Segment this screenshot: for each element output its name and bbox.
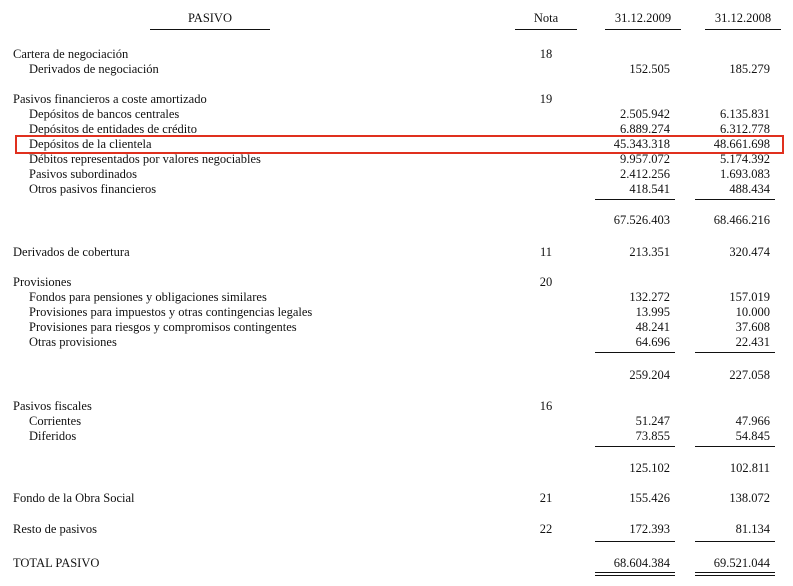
row-value-2008: 5.174.392	[720, 152, 770, 166]
row-label: Débitos representados por valores negociables	[29, 152, 261, 166]
total-value-2009: 68.604.384	[613, 556, 670, 570]
row-value-2008: 48.661.698	[713, 137, 770, 151]
subtotal-2008: 227.058	[729, 368, 770, 382]
subtotal-2008: 102.811	[729, 461, 770, 475]
section-title-pasivos-fiscales: Pasivos fiscales	[13, 399, 92, 413]
row-value-2009: 45.343.318	[613, 137, 670, 151]
row-value-2008: 37.608	[735, 320, 770, 334]
subtotal-rule-2008	[695, 352, 775, 353]
row-value-2009: 73.855	[635, 429, 670, 443]
row-value-2009: 213.351	[629, 245, 670, 259]
row-value-2009: 13.995	[635, 305, 670, 319]
row-value-2009: 9.957.072	[620, 152, 670, 166]
total-double-rule-2008	[695, 572, 775, 576]
row-value-2008: 1.693.083	[720, 167, 770, 181]
subtotal-rule-2008	[695, 199, 775, 200]
nota-pasivos-financieros: 19	[539, 92, 553, 106]
row-value-2008: 320.474	[729, 245, 770, 259]
nota-pasivos-fiscales: 16	[539, 399, 553, 413]
row-value-2008: 10.000	[735, 305, 770, 319]
subtotal-rule-2009	[595, 199, 675, 200]
row-value-2009: 172.393	[629, 522, 670, 536]
header-2009: 31.12.2009	[614, 11, 672, 25]
row-value-2008: 47.966	[735, 414, 770, 428]
subtotal-2009: 67.526.403	[613, 213, 670, 227]
total-rule-2008	[695, 541, 775, 542]
row-value-2008: 157.019	[729, 290, 770, 304]
row-value-2008: 81.134	[735, 522, 770, 536]
row-value-2009: 152.505	[629, 62, 670, 76]
nota-provisiones: 20	[539, 275, 553, 289]
total-value-2008: 69.521.044	[713, 556, 770, 570]
row-label: Provisiones para riesgos y compromisos contingentes	[29, 320, 297, 334]
section-title-provisiones: Provisiones	[13, 275, 72, 289]
section-title-cartera: Cartera de negociación	[13, 47, 129, 61]
nota-cartera: 18	[539, 47, 553, 61]
row-value-2008: 6.312.778	[720, 122, 770, 136]
subtotal-2008: 68.466.216	[713, 213, 770, 227]
row-label: Pasivos subordinados	[29, 167, 137, 181]
row-value-2009: 6.889.274	[620, 122, 670, 136]
header-nota-underline	[515, 29, 577, 30]
header-pasivo-underline	[150, 29, 270, 30]
row-label: Otras provisiones	[29, 335, 117, 349]
total-rule-2009	[595, 541, 675, 542]
row-label: Depósitos de la clientela	[29, 137, 152, 151]
row-value-2009: 418.541	[629, 182, 670, 196]
nota-obra-social: 21	[539, 491, 553, 505]
section-title-resto-pasivos: Resto de pasivos	[13, 522, 98, 536]
subtotal-2009: 125.102	[629, 461, 670, 475]
row-label: Diferidos	[29, 429, 77, 443]
subtotal-2009: 259.204	[629, 368, 670, 382]
row-value-2009: 132.272	[629, 290, 670, 304]
row-value-2008: 22.431	[735, 335, 770, 349]
row-value-2008: 488.434	[729, 182, 770, 196]
row-label: Fondos para pensiones y obligaciones similares	[29, 290, 267, 304]
header-2009-underline	[605, 29, 681, 30]
row-value-2008: 185.279	[729, 62, 770, 76]
row-label: Derivados de negociación	[29, 62, 159, 76]
section-title-obra-social: Fondo de la Obra Social	[13, 491, 135, 505]
row-label: Otros pasivos financieros	[29, 182, 157, 196]
header-nota: Nota	[533, 11, 559, 25]
total-pasivo-label: TOTAL PASIVO	[13, 556, 100, 570]
header-2008: 31.12.2008	[714, 11, 772, 25]
nota-resto-pasivos: 22	[539, 522, 553, 536]
row-value-2009: 51.247	[635, 414, 670, 428]
row-label: Depósitos de entidades de crédito	[29, 122, 198, 136]
row-label: Corrientes	[29, 414, 82, 428]
row-value-2009: 2.505.942	[620, 107, 670, 121]
row-value-2008: 138.072	[729, 491, 770, 505]
row-value-2009: 64.696	[635, 335, 670, 349]
subtotal-rule-2008	[695, 446, 775, 447]
row-value-2008: 6.135.831	[720, 107, 770, 121]
row-label: Provisiones para impuestos y otras contingencias legales	[29, 305, 313, 319]
header-2008-underline	[705, 29, 781, 30]
row-value-2009: 155.426	[629, 491, 670, 505]
row-value-2009: 2.412.256	[620, 167, 670, 181]
nota-derivados-cobertura: 11	[539, 245, 553, 259]
subtotal-rule-2009	[595, 352, 675, 353]
header-pasivo: PASIVO	[187, 11, 232, 25]
row-label: Depósitos de bancos centrales	[29, 107, 180, 121]
section-title-pasivos-financieros: Pasivos financieros a coste amortizado	[13, 92, 207, 106]
row-value-2008: 54.845	[735, 429, 770, 443]
row-value-2009: 48.241	[635, 320, 670, 334]
section-title-derivados-cobertura: Derivados de cobertura	[13, 245, 130, 259]
subtotal-rule-2009	[595, 446, 675, 447]
total-double-rule-2009	[595, 572, 675, 576]
